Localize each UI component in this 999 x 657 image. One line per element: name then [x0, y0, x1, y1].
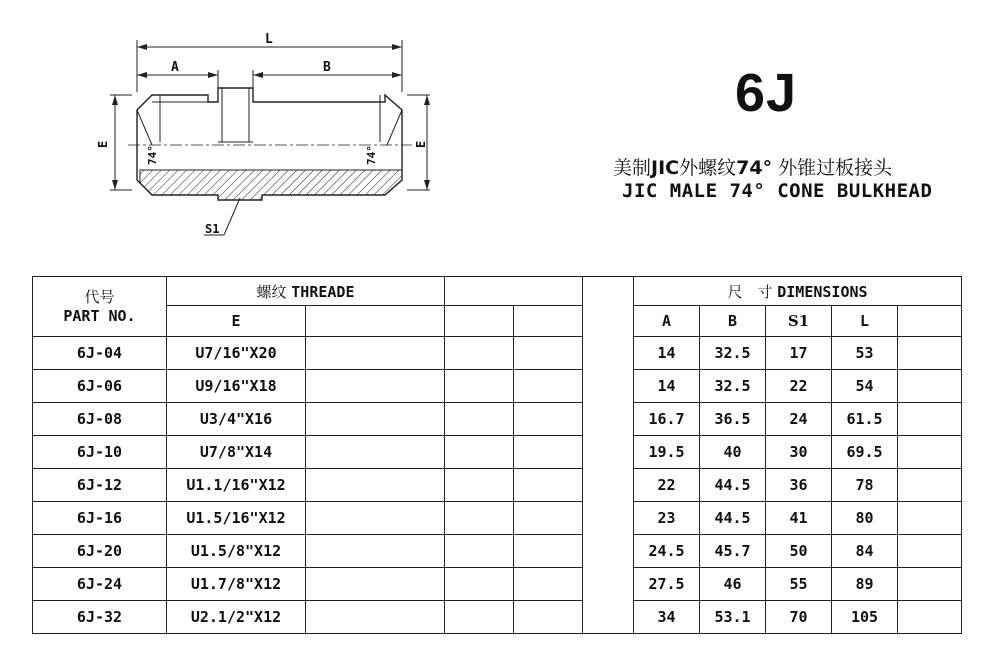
cell-part: 6J-20: [33, 535, 167, 568]
cell-empty: [445, 502, 514, 535]
cell-b: 32.5: [700, 370, 766, 403]
header-dim-s1: S1: [766, 306, 832, 337]
cell-part: 6J-10: [33, 436, 167, 469]
header-empty-4: [514, 306, 583, 337]
angle-label-left: 74°: [146, 145, 159, 165]
cell-empty: [898, 403, 962, 436]
cell-empty: [306, 403, 445, 436]
header-empty-3: [445, 306, 514, 337]
cell-empty: [514, 403, 583, 436]
cell-a: 34: [634, 601, 700, 634]
cell-empty: [445, 568, 514, 601]
part-code: 6J: [735, 63, 798, 123]
cell-empty: [514, 337, 583, 370]
cell-l: 54: [832, 370, 898, 403]
cell-thread: U7/8"X14: [167, 436, 306, 469]
gap-column: [583, 277, 634, 634]
cell-b: 53.1: [700, 601, 766, 634]
cell-empty: [514, 601, 583, 634]
table-row: [33, 535, 962, 568]
header-dim-a: A: [634, 306, 700, 337]
cell-l: 84: [832, 535, 898, 568]
cell-empty: [306, 469, 445, 502]
cell-empty: [898, 337, 962, 370]
dim-label-E-left: E: [96, 140, 110, 148]
cell-s1: 30: [766, 436, 832, 469]
header-part-no: 代号 PART NO.: [33, 277, 167, 337]
table-row: [33, 568, 962, 601]
dim-label-S1: S1: [205, 222, 220, 236]
table-row: [33, 502, 962, 535]
dimensions-table: [32, 276, 962, 634]
cell-empty: [306, 568, 445, 601]
cell-empty: [445, 370, 514, 403]
angle-label-right: 74°: [365, 145, 378, 165]
cell-s1: 24: [766, 403, 832, 436]
cell-l: 69.5: [832, 436, 898, 469]
cell-b: 44.5: [700, 469, 766, 502]
cell-thread: U1.5/16"X12: [167, 502, 306, 535]
header-thread-e: E: [167, 306, 306, 337]
cell-empty: [514, 436, 583, 469]
cell-empty: [445, 337, 514, 370]
cell-b: 44.5: [700, 502, 766, 535]
cell-l: 53: [832, 337, 898, 370]
cell-empty: [445, 535, 514, 568]
cell-empty: [898, 601, 962, 634]
header-dim-b: B: [700, 306, 766, 337]
header-dim-l: L: [832, 306, 898, 337]
cell-b: 46: [700, 568, 766, 601]
cell-empty: [306, 502, 445, 535]
cell-empty: [898, 568, 962, 601]
cell-empty: [445, 601, 514, 634]
dim-label-B: B: [323, 60, 331, 75]
cell-thread: U3/4"X16: [167, 403, 306, 436]
cell-part: 6J-12: [33, 469, 167, 502]
cell-b: 40: [700, 436, 766, 469]
header-thread: 螺纹 THREADE: [167, 277, 445, 306]
cell-part: 6J-08: [33, 403, 167, 436]
table-row: [33, 337, 962, 370]
table-row: [33, 370, 962, 403]
cell-s1: 41: [766, 502, 832, 535]
cell-s1: 36: [766, 469, 832, 502]
cell-thread: U1.5/8"X12: [167, 535, 306, 568]
cell-empty: [445, 403, 514, 436]
cell-empty: [306, 436, 445, 469]
cell-a: 14: [634, 370, 700, 403]
cell-empty: [514, 535, 583, 568]
cell-empty: [306, 601, 445, 634]
cell-thread: U1.7/8"X12: [167, 568, 306, 601]
cell-a: 22: [634, 469, 700, 502]
cell-part: 6J-32: [33, 601, 167, 634]
title-chinese: 美制JIC外螺纹74° 外锥过板接头: [613, 157, 893, 179]
dim-label-A: A: [171, 60, 179, 75]
cell-s1: 55: [766, 568, 832, 601]
header-empty-1: [445, 277, 583, 306]
cell-empty: [898, 535, 962, 568]
table-row: [33, 436, 962, 469]
cell-thread: U7/16"X20: [167, 337, 306, 370]
cell-empty: [514, 502, 583, 535]
cell-a: 27.5: [634, 568, 700, 601]
header-empty-5: [898, 306, 962, 337]
cell-l: 61.5: [832, 403, 898, 436]
cell-s1: 50: [766, 535, 832, 568]
cell-a: 23: [634, 502, 700, 535]
cell-thread: U9/16"X18: [167, 370, 306, 403]
cell-part: 6J-04: [33, 337, 167, 370]
cell-b: 32.5: [700, 337, 766, 370]
cell-empty: [898, 469, 962, 502]
cell-empty: [306, 370, 445, 403]
title-english: JIC MALE 74° CONE BULKHEAD: [622, 180, 933, 202]
cell-l: 80: [832, 502, 898, 535]
cell-s1: 17: [766, 337, 832, 370]
cell-a: 24.5: [634, 535, 700, 568]
cell-l: 105: [832, 601, 898, 634]
cell-empty: [445, 469, 514, 502]
cell-empty: [898, 370, 962, 403]
table-row: [33, 601, 962, 634]
cell-empty: [306, 535, 445, 568]
cell-thread: U1.1/16"X12: [167, 469, 306, 502]
cell-empty: [514, 568, 583, 601]
cell-empty: [306, 337, 445, 370]
cell-b: 45.7: [700, 535, 766, 568]
cell-part: 6J-16: [33, 502, 167, 535]
cell-a: 19.5: [634, 436, 700, 469]
header-empty-2: [306, 306, 445, 337]
cell-s1: 22: [766, 370, 832, 403]
cell-empty: [898, 502, 962, 535]
cell-part: 6J-24: [33, 568, 167, 601]
cell-empty: [898, 436, 962, 469]
cell-empty: [445, 436, 514, 469]
cell-l: 78: [832, 469, 898, 502]
cell-a: 16.7: [634, 403, 700, 436]
cell-empty: [514, 370, 583, 403]
cell-l: 89: [832, 568, 898, 601]
fitting-drawing: [95, 25, 445, 245]
cell-s1: 70: [766, 601, 832, 634]
cell-b: 36.5: [700, 403, 766, 436]
cell-a: 14: [634, 337, 700, 370]
table-row: [33, 469, 962, 502]
cell-thread: U2.1/2"X12: [167, 601, 306, 634]
dim-label-E-right: E: [414, 140, 428, 148]
cell-empty: [514, 469, 583, 502]
dim-label-L: L: [265, 32, 273, 47]
cell-part: 6J-06: [33, 370, 167, 403]
header-dimensions: 尺 寸 DIMENSIONS: [634, 277, 962, 306]
table-row: [33, 403, 962, 436]
